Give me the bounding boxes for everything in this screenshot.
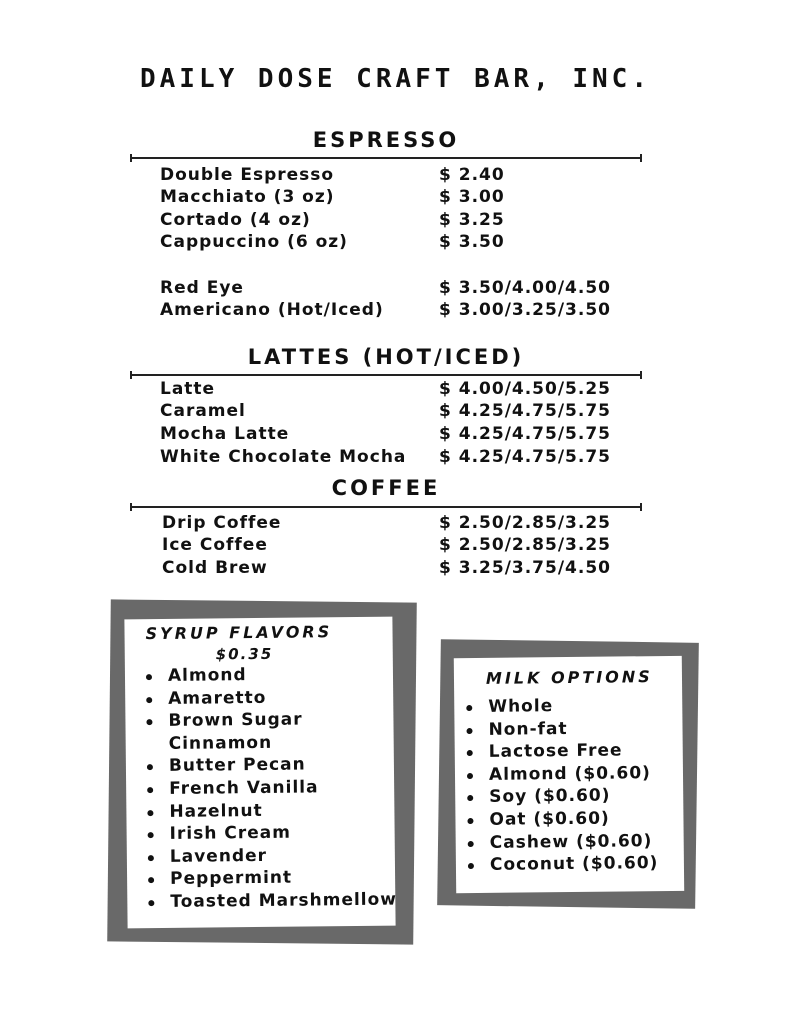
coffee-heading: COFFEE: [331, 476, 441, 500]
list-item: Hazelnut: [144, 798, 396, 823]
list-item: Non-fat: [463, 717, 657, 742]
coffee-divider: [130, 506, 642, 508]
menu-item-name: Cortado (4 oz): [160, 210, 311, 230]
menu-item-name: Mocha Latte: [160, 424, 290, 444]
syrup-price: $0.35: [215, 644, 274, 664]
menu-item-price: $ 3.50: [439, 232, 505, 252]
list-item: Peppermint: [145, 866, 397, 891]
syrup-list: [143, 663, 397, 914]
syrup-flavors-panel: [124, 617, 398, 929]
menu-item-price: $ 3.25/3.75/4.50: [439, 558, 611, 578]
list-item: Almond: [143, 663, 395, 688]
list-item: Amaretto: [143, 685, 395, 710]
list-item: Oat ($0.60): [464, 807, 658, 832]
menu-item-name: Ice Coffee: [162, 535, 268, 555]
list-item: Cinnamon: [168, 732, 273, 754]
menu-item-price: $ 3.25: [439, 210, 505, 230]
menu-item-name: Drip Coffee: [162, 513, 282, 533]
espresso-divider: [130, 157, 642, 159]
list-item: Lactose Free: [464, 739, 658, 764]
menu-item-price: $ 3.00/3.25/3.50: [439, 300, 611, 320]
page-title: DAILY DOSE CRAFT BAR, INC.: [140, 64, 651, 94]
menu-item-name: White Chocolate Mocha: [160, 447, 407, 467]
list-item: French Vanilla: [144, 776, 396, 801]
menu-item-price: $ 3.00: [439, 187, 505, 207]
syrup-heading: SYRUP FLAVORS: [145, 622, 333, 644]
menu-item-price: $ 2.50/2.85/3.25: [439, 513, 611, 533]
menu-item-price: $ 2.40: [439, 165, 505, 185]
syrup-flavors-box: [107, 599, 417, 944]
list-item: Whole: [463, 694, 657, 719]
lattes-divider: [130, 374, 642, 376]
list-item: Lavender: [145, 843, 397, 868]
list-item: Toasted Marshmellow: [145, 888, 397, 913]
list-item: Brown Sugar: [143, 708, 395, 733]
menu-item-name: Americano (Hot/Iced): [160, 300, 384, 320]
list-item: Cashew ($0.60): [465, 830, 659, 855]
menu-item-name: Cold Brew: [162, 558, 268, 578]
list-item: Soy ($0.60): [464, 784, 658, 809]
menu-item-name: Cappuccino (6 oz): [160, 232, 348, 252]
menu-item-name: Latte: [160, 379, 216, 399]
milk-options-panel: [454, 656, 684, 893]
menu-item-price: $ 4.25/4.75/5.75: [439, 401, 611, 421]
menu-item-name: Red Eye: [160, 278, 244, 298]
list-item: Butter Pecan: [144, 753, 396, 778]
milk-list: [463, 694, 658, 877]
milk-heading: MILK OPTIONS: [485, 667, 653, 688]
list-item: Almond ($0.60): [464, 762, 658, 787]
menu-item-price: $ 2.50/2.85/3.25: [439, 535, 611, 555]
list-item: Irish Cream: [145, 821, 397, 846]
menu-item-price: $ 4.25/4.75/5.75: [439, 424, 611, 444]
lattes-heading: LATTES (HOT/ICED): [247, 345, 525, 369]
list-item: Coconut ($0.60): [465, 852, 659, 877]
menu-item-price: $ 3.50/4.00/4.50: [439, 278, 611, 298]
menu-item-name: Macchiato (3 oz): [160, 187, 335, 207]
menu-item-price: $ 4.00/4.50/5.25: [439, 379, 611, 399]
menu-item-name: Double Espresso: [160, 165, 335, 185]
milk-options-box: [437, 639, 699, 909]
menu-item-name: Caramel: [160, 401, 246, 421]
menu-item-price: $ 4.25/4.75/5.75: [439, 447, 611, 467]
espresso-heading: ESPRESSO: [312, 128, 460, 152]
